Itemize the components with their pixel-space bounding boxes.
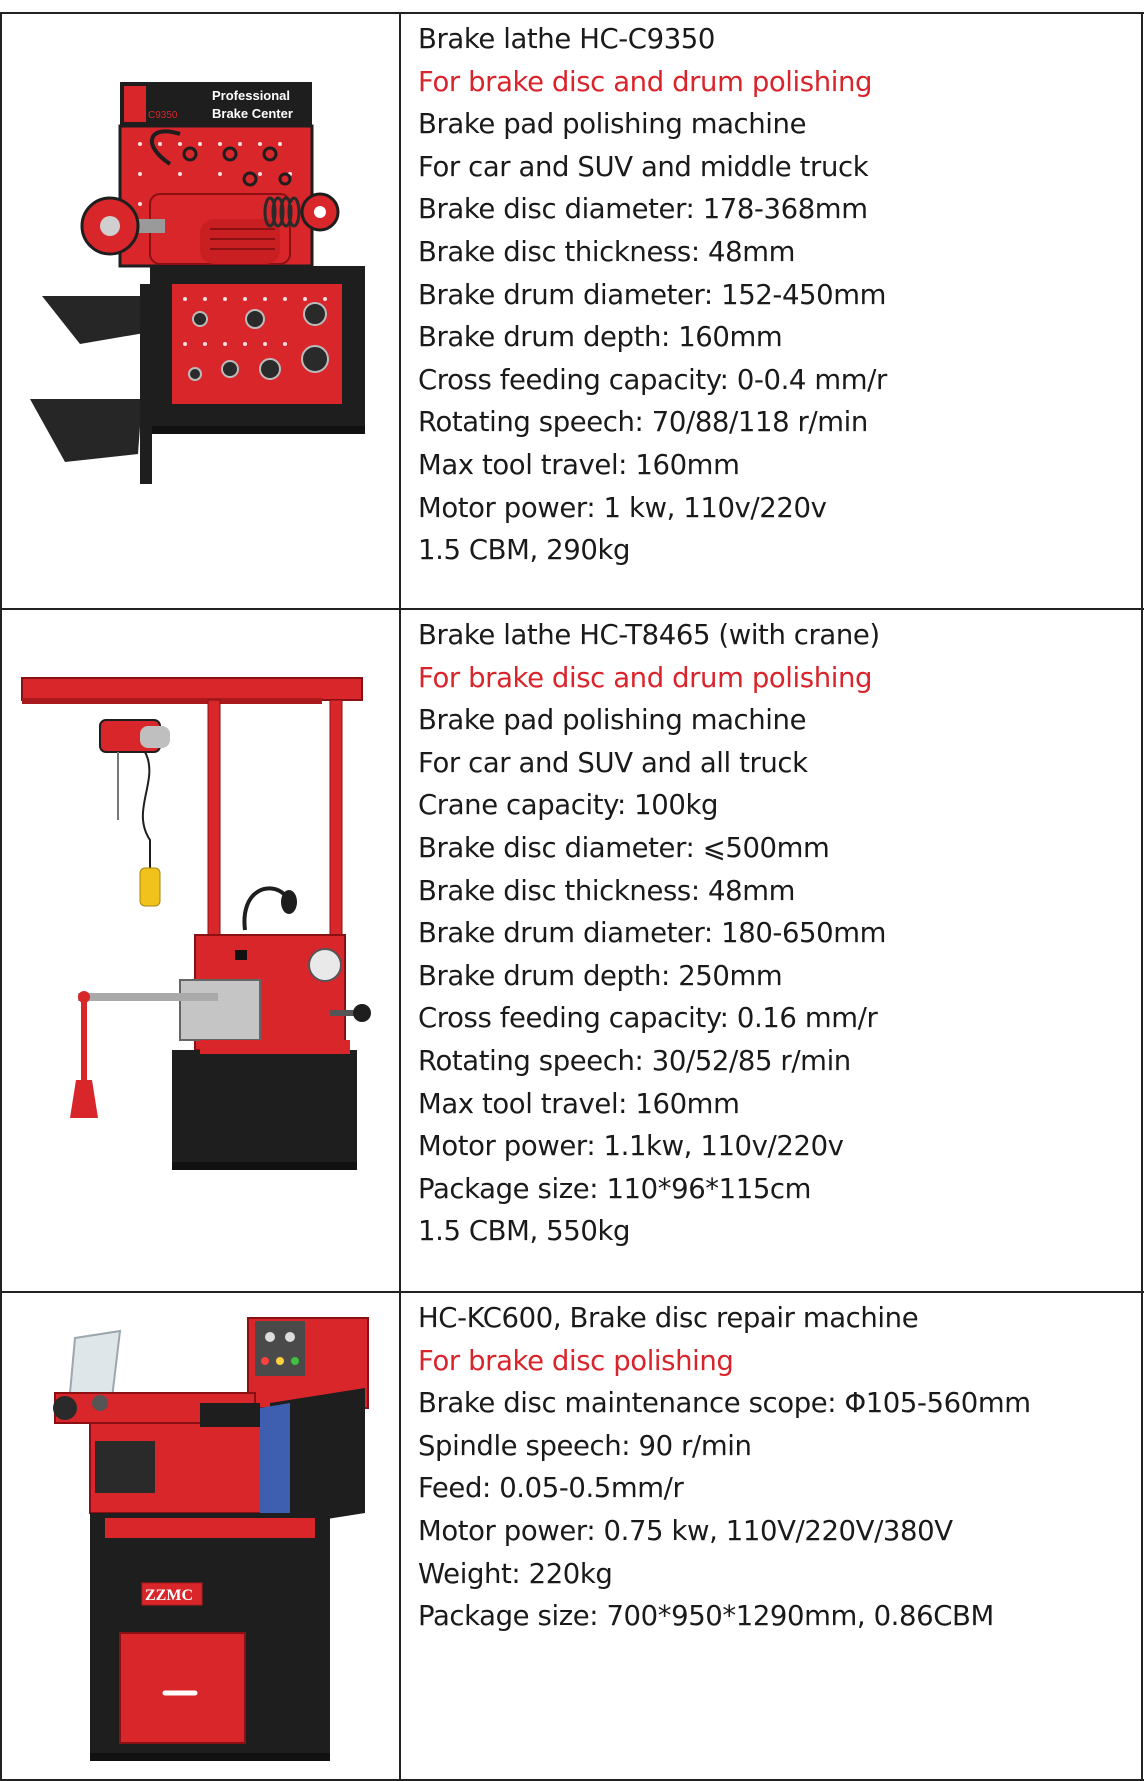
- product-spec-cell: [418, 614, 1136, 1253]
- spec-line: Crane capacity: 100kg: [418, 789, 719, 822]
- spec-line: Brake drum diameter: 152-450mm: [418, 278, 887, 311]
- spec-line: Cross feeding capacity: 0-0.4 mm/r: [418, 363, 887, 396]
- product-image-cell: [0, 1293, 400, 1779]
- spec-line: For brake disc and drum polishing: [418, 661, 873, 694]
- table-row: [0, 12, 1144, 610]
- spec-line: Brake drum depth: 250mm: [418, 959, 783, 992]
- spec-line: Brake pad polishing machine: [418, 704, 807, 737]
- spec-line: For car and SUV and all truck: [418, 746, 808, 779]
- spec-line: Brake disc diameter: 178-368mm: [418, 193, 868, 226]
- spec-line: Brake pad polishing machine: [418, 108, 807, 141]
- spec-line: For brake disc polishing: [418, 1344, 734, 1377]
- spec-line: HC-KC600, Brake disc repair machine: [418, 1302, 919, 1334]
- brake-disc-repair-kc600-photo: [0, 1293, 400, 1779]
- spec-line: Spindle speech: 90 r/min: [418, 1429, 752, 1462]
- sign-line1-text: Professional: [212, 88, 291, 103]
- sign-line2-text: Brake Center: [212, 106, 293, 121]
- spec-line: Max tool travel: 160mm: [418, 1087, 740, 1120]
- spec-line: Motor power: 0.75 kw, 110V/220V/380V: [418, 1514, 953, 1547]
- spec-line: Motor power: 1 kw, 110v/220v: [418, 491, 827, 524]
- spec-line: Cross feeding capacity: 0.16 mm/r: [418, 1002, 878, 1035]
- product-image-cell: [0, 610, 400, 1293]
- spec-line: Brake drum depth: 160mm: [418, 321, 783, 354]
- zzmc-logo-text: ZZMC: [145, 1587, 193, 1604]
- spec-line: Package size: 700*950*1290mm, 0.86CBM: [418, 1600, 994, 1633]
- spec-line: 1.5 CBM, 550kg: [418, 1215, 631, 1248]
- spec-line: Brake lathe HC-T8465 (with crane): [418, 619, 880, 651]
- spec-line: For brake disc and drum polishing: [418, 65, 873, 98]
- table-row: [0, 608, 1144, 1293]
- spec-line: For car and SUV and middle truck: [418, 150, 869, 183]
- spec-line: Brake disc diameter: ⩽500mm: [418, 831, 830, 864]
- spec-line: Rotating speech: 30/52/85 r/min: [418, 1044, 851, 1077]
- spec-line: Brake disc thickness: 48mm: [418, 874, 795, 907]
- sign-model-text: C9350: [148, 110, 178, 121]
- product-spec-cell: [418, 18, 1136, 572]
- spec-line: Brake disc maintenance scope: Φ105-560mm: [418, 1387, 1031, 1420]
- product-image-cell: [0, 14, 400, 610]
- product-spec-cell: [418, 1297, 1136, 1638]
- spec-line: Brake disc thickness: 48mm: [418, 235, 795, 268]
- spec-line: 1.5 CBM, 290kg: [418, 534, 631, 567]
- spec-line: Weight: 220kg: [418, 1557, 613, 1590]
- brake-lathe-c9350-photo: [0, 14, 400, 610]
- spec-line: Motor power: 1.1kw, 110v/220v: [418, 1130, 844, 1163]
- spec-line: Feed: 0.05-0.5mm/r: [418, 1472, 684, 1505]
- table-row: [0, 1291, 1144, 1781]
- spec-line: Max tool travel: 160mm: [418, 448, 740, 481]
- spec-line: Rotating speech: 70/88/118 r/min: [418, 406, 868, 439]
- spec-line: Brake lathe HC-C9350: [418, 23, 715, 55]
- brake-lathe-t8465-crane-photo: [0, 610, 400, 1293]
- spec-line: Brake drum diameter: 180-650mm: [418, 917, 887, 950]
- spec-line: Package size: 110*96*115cm: [418, 1172, 812, 1205]
